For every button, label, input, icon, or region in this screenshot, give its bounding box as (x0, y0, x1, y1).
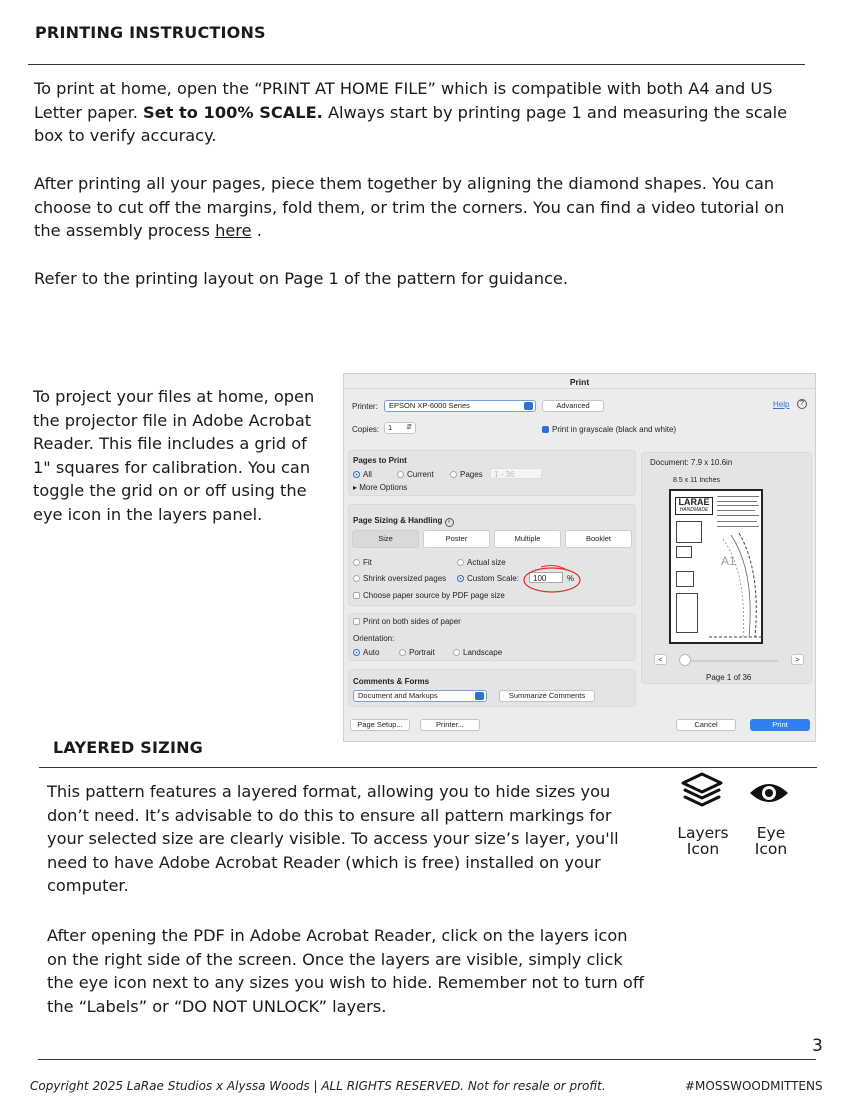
radio-current-label: Current (407, 470, 434, 479)
eye-icon (748, 780, 790, 806)
slider-knob[interactable] (679, 654, 691, 666)
radio-custom-scale[interactable] (457, 573, 519, 584)
radio-pages-label: Pages (460, 470, 483, 479)
layers-icon-label-line-1: Layers (677, 824, 729, 842)
tab-multiple[interactable]: Multiple (494, 530, 561, 548)
grayscale-option[interactable] (542, 424, 676, 435)
pages-to-print-heading: Pages to Print (353, 456, 407, 465)
radio-shrink-dot[interactable] (353, 575, 360, 582)
preview-logo-text: LARAE (678, 497, 710, 507)
projector-paragraph: To project your files at home, open the projector file in Adobe Acrobat Reader. This file includes a grid of 1" squares for calibration. You can toggle the grid on or off using the eye icon in the layers panel. (33, 387, 315, 524)
radio-landscape-label: Landscape (463, 648, 503, 657)
page-slider[interactable] (682, 660, 778, 662)
comments-value: Document and Markups (358, 691, 438, 700)
radio-pages[interactable] (450, 469, 483, 480)
pages-range-input[interactable]: 1 - 36 (490, 468, 542, 479)
radio-actual-dot[interactable] (457, 559, 464, 566)
eye-icon-label (741, 825, 801, 857)
percent-label: % (567, 574, 575, 583)
both-sides-checkbox[interactable] (353, 618, 360, 625)
radio-auto-dot[interactable] (353, 649, 360, 656)
radio-pages-dot[interactable] (450, 471, 457, 478)
orientation-label: Orientation: (353, 634, 395, 643)
preview-piece-label: A1 (721, 554, 736, 568)
dialog-title: Print (344, 375, 815, 389)
printing-paragraph-2 (34, 172, 809, 243)
chevron-down-icon (524, 402, 533, 410)
radio-current-dot[interactable] (397, 471, 404, 478)
copies-value: 1 (388, 423, 393, 432)
preview-text-line (717, 496, 759, 497)
page-counter: Page 1 of 36 (706, 673, 752, 682)
preview-grid-box (676, 546, 692, 558)
preview-text-line (717, 505, 759, 506)
layers-icon-label (668, 825, 738, 857)
radio-auto[interactable] (353, 647, 379, 658)
printing-p1-text-b: Always start by printing page 1 and measuring the scale box to verify accuracy. (34, 102, 788, 146)
radio-portrait-label: Portrait (409, 648, 435, 657)
layered-paragraph-2: After opening the PDF in Adobe Acrobat Reader, click on the layers icon on the right side of the screen. Once the layers are visible, simply click the eye icon next to any sizes you wish to hide. Remember not to turn off the “Labels” or “DO NOT UNLOCK” layers. (47, 926, 644, 1016)
comments-select[interactable] (353, 690, 487, 702)
radio-shrink[interactable] (353, 573, 446, 584)
print-preview-page (669, 489, 763, 644)
page-number: 3 (812, 1036, 823, 1056)
preview-scale-box (676, 571, 694, 587)
grayscale-label: Print in grayscale (black and white) (552, 425, 677, 434)
printing-paragraph-1 (34, 77, 809, 148)
pages-panel (348, 450, 636, 496)
help-icon[interactable]: ? (797, 399, 807, 409)
radio-actual-size[interactable] (457, 557, 506, 568)
grayscale-checkbox[interactable] (542, 426, 549, 433)
print-dialog-screenshot (343, 373, 816, 742)
advanced-button[interactable]: Advanced (542, 400, 604, 412)
preview-logo (675, 497, 713, 515)
footer-divider (38, 1059, 816, 1060)
radio-custom-label: Custom Scale: (467, 574, 520, 583)
printing-p2-text-a: After printing all your pages, piece them together by aligning the diamond shapes. You can choose to cut off the margins, fold them, or trim the corners. You can find a video tutorial on the assembly process (34, 174, 785, 241)
preview-text-line (717, 521, 757, 522)
copyright-notice: Copyright 2025 LaRae Studios x Alyssa Woods | ALL RIGHTS RESERVED. Not for resale or profit. (30, 1079, 606, 1093)
preview-pattern-shape (709, 531, 763, 641)
preview-text-line (717, 510, 755, 511)
radio-portrait-dot[interactable] (399, 649, 406, 656)
help-link[interactable]: Help (773, 400, 790, 409)
scale-annotation-circle (521, 561, 583, 595)
layered-heading: LAYERED SIZING (53, 738, 204, 757)
scale-emphasis: Set to 100% SCALE. (143, 102, 323, 122)
paper-size: 8.5 x 11 Inches (673, 477, 720, 484)
triangle-right-icon: ▸ (353, 483, 360, 492)
radio-custom-dot[interactable] (457, 575, 464, 582)
print-button[interactable]: Print (750, 719, 810, 731)
orientation-panel (348, 613, 636, 661)
printer-label: Printer: (352, 402, 378, 411)
tab-booklet[interactable]: Booklet (565, 530, 632, 548)
eye-icon-label-line-1: Eye (756, 824, 786, 842)
sizing-panel (348, 504, 636, 606)
radio-landscape-dot[interactable] (453, 649, 460, 656)
layers-icon (679, 771, 725, 813)
layered-divider (39, 767, 817, 768)
preview-text-line (717, 501, 757, 502)
layers-icon-label-line-2: Icon (686, 840, 720, 858)
radio-fit-label: Fit (363, 558, 372, 567)
printing-p1-text-a: To print at home, open the “PRINT AT HOME FILE” which is compatible with both A4 and US Letter paper. (34, 79, 773, 122)
sizing-heading (353, 515, 454, 527)
stepper-icon: ⇵ (406, 424, 412, 431)
paper-source-checkbox[interactable] (353, 592, 360, 599)
paper-source-option[interactable] (353, 590, 505, 601)
comments-panel (348, 669, 636, 707)
radio-landscape[interactable] (453, 647, 502, 658)
sizing-heading-label: Page Sizing & Handling (353, 516, 443, 525)
printing-heading: PRINTING INSTRUCTIONS (35, 23, 266, 42)
page-setup-button[interactable]: Page Setup... (350, 719, 410, 731)
radio-actual-label: Actual size (467, 558, 506, 567)
printing-paragraph-3: Refer to the printing layout on Page 1 of the pattern for guidance. (34, 269, 568, 288)
both-sides-option[interactable] (353, 616, 461, 627)
preview-logo-subtext: HANDMADE (679, 507, 709, 513)
printing-divider (28, 64, 805, 65)
copies-label: Copies: (352, 425, 380, 434)
preview-legend (676, 593, 698, 633)
radio-auto-label: Auto (363, 648, 380, 657)
more-options-label: More Options (359, 483, 408, 492)
document-size: Document: 7.9 x 10.6in (650, 458, 733, 467)
radio-all[interactable] (353, 469, 372, 480)
more-options[interactable] (353, 482, 407, 493)
radio-current[interactable] (397, 469, 434, 480)
radio-portrait[interactable] (399, 647, 435, 658)
printer-button[interactable]: Printer... (420, 719, 480, 731)
preview-text-line (717, 515, 759, 516)
radio-fit[interactable] (353, 557, 372, 568)
radio-fit-dot[interactable] (353, 559, 360, 566)
copies-stepper[interactable] (384, 422, 416, 434)
layered-paragraph-1: This pattern features a layered format, allowing you to hide sizes you don’t need. It’s advisable to do this to ensure all pattern markings for your selected size are clearly visible. To access your size’s layer, you'll need to have Adobe Acrobat Reader (which is free) installed on your computer. (47, 782, 619, 896)
eye-icon-label-line-2: Icon (754, 840, 788, 858)
both-sides-label: Print on both sides of paper (363, 617, 461, 626)
next-page-button[interactable]: > (791, 654, 804, 665)
video-tutorial-link[interactable]: here (215, 221, 252, 241)
hashtag: #MOSSWOODMITTENS (685, 1079, 823, 1093)
info-icon[interactable]: i (445, 518, 454, 527)
paper-source-label: Choose paper source by PDF page size (363, 591, 505, 600)
scale-input[interactable]: 100 (529, 572, 563, 583)
radio-all-label: All (363, 470, 372, 479)
comments-heading: Comments & Forms (353, 677, 430, 686)
cancel-button[interactable]: Cancel (676, 719, 736, 731)
chevron-down-icon (475, 692, 484, 700)
radio-all-dot[interactable] (353, 471, 360, 478)
tab-size[interactable]: Size (352, 530, 419, 548)
summarize-button[interactable]: Summarize Comments (499, 690, 595, 702)
printer-value: EPSON XP-6000 Series (389, 401, 470, 410)
tab-poster[interactable]: Poster (423, 530, 490, 548)
preview-text-line (717, 526, 759, 527)
radio-shrink-label: Shrink oversized pages (363, 574, 447, 583)
printing-p2-text-b: . (251, 221, 262, 241)
preview-grid-box (676, 521, 702, 543)
prev-page-button[interactable]: < (654, 654, 667, 665)
printer-select[interactable] (384, 400, 536, 412)
